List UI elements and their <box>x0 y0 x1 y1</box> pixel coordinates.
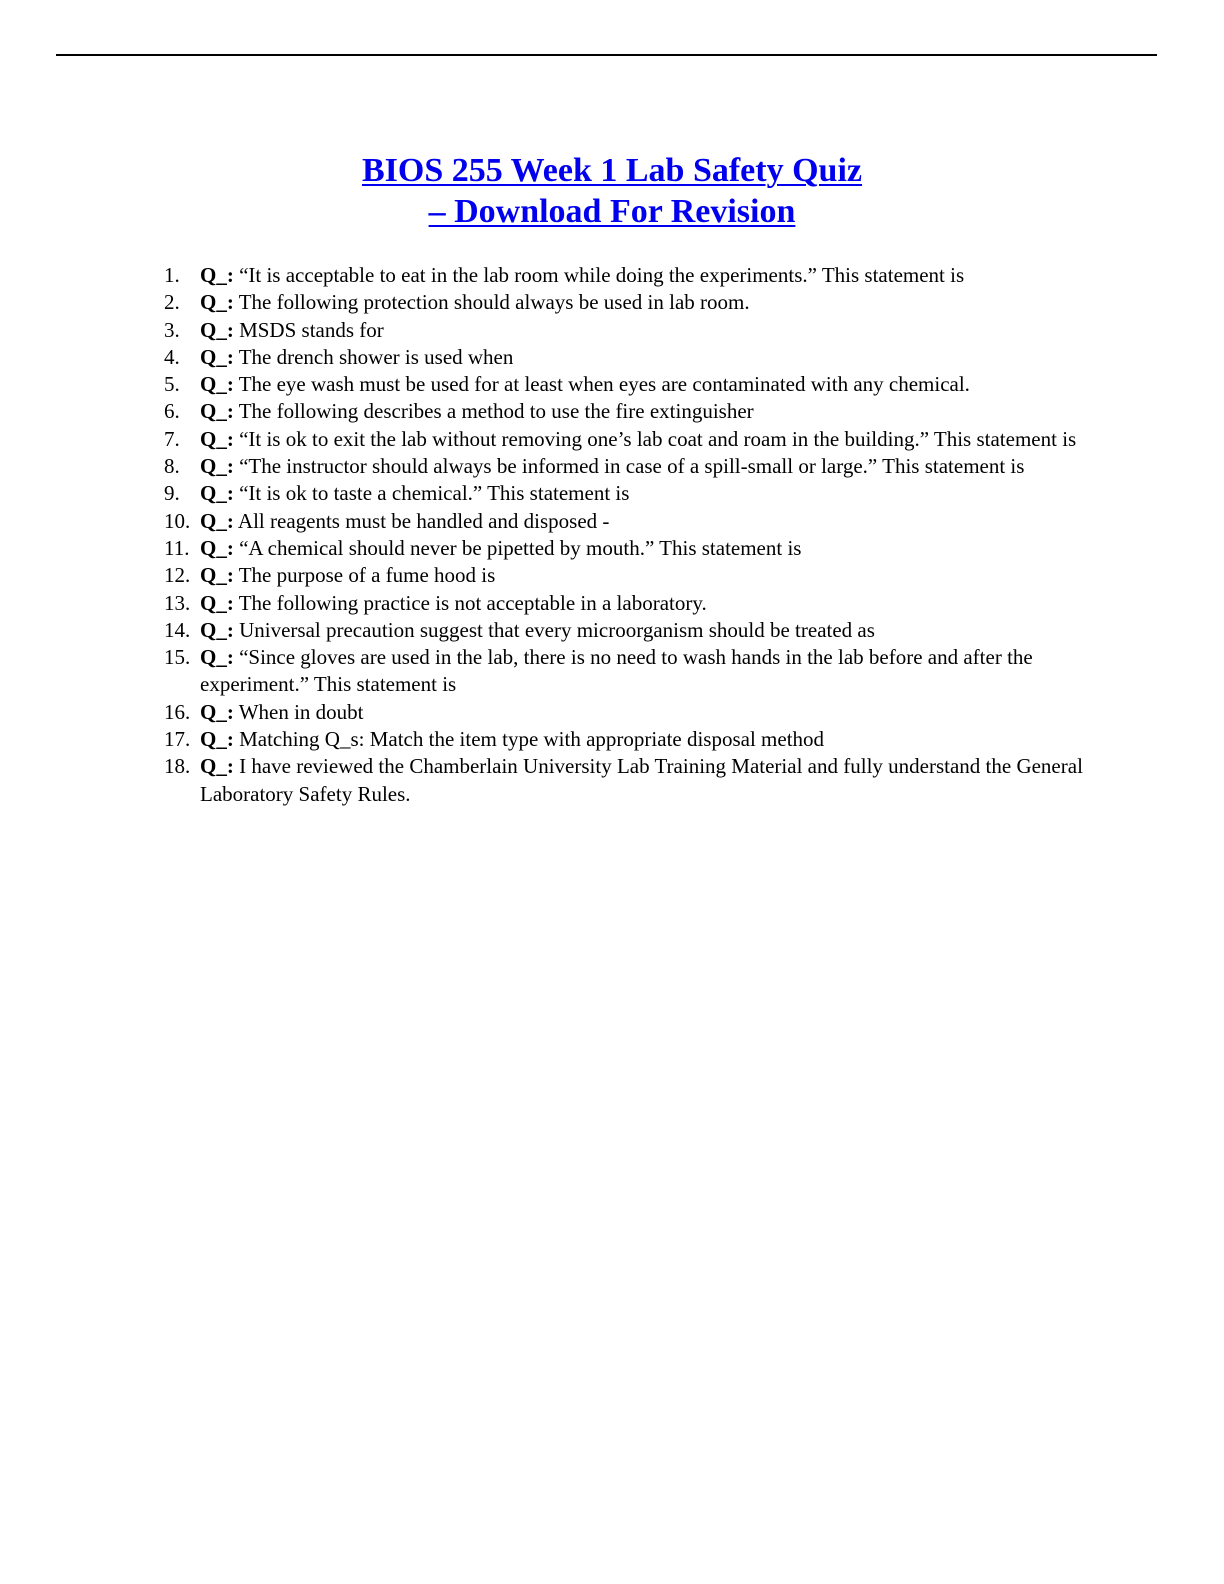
question-number: 10. <box>164 508 191 533</box>
question-text-wrap <box>200 617 1104 644</box>
question-text-wrap <box>200 344 1104 371</box>
question-text: Universal precaution suggest that every microorganism should be treated as <box>239 617 875 642</box>
question-number: 5. <box>164 372 180 397</box>
question-number: 1. <box>164 263 180 287</box>
header-rule <box>56 54 1157 56</box>
question-number: 16. <box>164 699 191 724</box>
question-text: “Since gloves are used in the lab, there is no need to wash hands in the lab before and after the experiment.” This statement is <box>200 645 1033 697</box>
question-text: The eye wash must be used for at least when eyes are contaminated with any chemical. <box>238 372 970 397</box>
question-prefix: Q_: <box>200 372 234 397</box>
question-prefix: Q_: <box>200 617 234 642</box>
question-item <box>164 699 1104 726</box>
question-item <box>164 262 1104 289</box>
question-item <box>164 317 1104 344</box>
question-prefix: Q_: <box>200 535 234 560</box>
question-item <box>164 562 1104 589</box>
question-text-wrap <box>200 726 1104 753</box>
question-text: The following protection should always be used in lab room. <box>238 290 750 315</box>
question-item <box>164 453 1104 480</box>
question-item <box>164 535 1104 562</box>
question-prefix: Q_: <box>200 263 234 287</box>
question-number: 14. <box>164 617 191 642</box>
question-text-wrap <box>200 371 1104 398</box>
question-number: 3. <box>164 317 180 342</box>
question-text: MSDS stands for <box>239 317 384 342</box>
question-number: 6. <box>164 399 180 424</box>
question-prefix: Q_: <box>200 645 234 670</box>
question-prefix: Q_: <box>200 590 234 615</box>
question-text-wrap <box>200 398 1104 425</box>
question-number: 13. <box>164 590 191 615</box>
question-text-wrap <box>200 426 1104 453</box>
question-text: The following describes a method to use the fire extinguisher <box>238 399 754 424</box>
question-prefix: Q_: <box>200 454 234 479</box>
question-text-wrap <box>200 535 1104 562</box>
question-text-wrap <box>200 508 1104 535</box>
question-text-wrap <box>200 480 1104 507</box>
question-item <box>164 590 1104 617</box>
title-line-1: BIOS 255 Week 1 Lab Safety Quiz <box>362 152 862 189</box>
question-item <box>164 753 1104 808</box>
question-number: 8. <box>164 454 180 479</box>
title-link[interactable] <box>0 150 1224 232</box>
question-number: 17. <box>164 727 191 752</box>
question-text-wrap <box>200 317 1104 344</box>
question-number: 18. <box>164 754 191 779</box>
question-prefix: Q_: <box>200 727 234 752</box>
question-text: I have reviewed the Chamberlain University Lab Training Material and fully understand the General Laboratory Safety Rules. <box>200 754 1083 806</box>
question-text: The purpose of a fume hood is <box>238 563 496 588</box>
question-text-wrap <box>200 562 1104 589</box>
question-text: “The instructor should always be informed in case of a spill-small or large.” This statement is <box>239 454 1025 479</box>
question-number: 2. <box>164 290 180 315</box>
question-number: 4. <box>164 344 180 369</box>
question-list <box>164 262 1104 808</box>
question-text-wrap <box>200 590 1104 617</box>
question-item <box>164 289 1104 316</box>
question-number: 15. <box>164 645 191 670</box>
question-text-wrap <box>200 289 1104 316</box>
question-number: 9. <box>164 481 180 506</box>
question-prefix: Q_: <box>200 399 234 424</box>
question-prefix: Q_: <box>200 754 234 779</box>
question-text-wrap <box>200 644 1104 699</box>
question-item <box>164 617 1104 644</box>
question-text-wrap <box>200 453 1104 480</box>
question-prefix: Q_: <box>200 508 234 533</box>
question-text: Matching Q_s: Match the item type with appropriate disposal method <box>239 727 825 752</box>
question-item <box>164 508 1104 535</box>
question-text-wrap <box>200 753 1104 808</box>
question-prefix: Q_: <box>200 699 234 724</box>
question-item <box>164 371 1104 398</box>
question-text: The following practice is not acceptable in a laboratory. <box>238 590 707 615</box>
question-text: All reagents must be handled and disposed - <box>237 508 610 533</box>
question-text: “It is ok to exit the lab without removing one’s lab coat and roam in the building.” This statement is <box>239 426 1077 451</box>
question-text-wrap <box>200 262 1104 289</box>
question-text-wrap <box>200 699 1104 726</box>
question-prefix: Q_: <box>200 563 234 588</box>
question-text: “It is ok to taste a chemical.” This statement is <box>239 481 630 506</box>
question-number: 12. <box>164 563 191 588</box>
question-item <box>164 426 1104 453</box>
question-item <box>164 480 1104 507</box>
question-item <box>164 398 1104 425</box>
question-text: “A chemical should never be pipetted by mouth.” This statement is <box>239 535 802 560</box>
question-prefix: Q_: <box>200 481 234 506</box>
question-number: 11. <box>164 535 190 560</box>
question-prefix: Q_: <box>200 426 234 451</box>
question-item <box>164 344 1104 371</box>
question-number: 7. <box>164 426 180 451</box>
title-line-2: – Download For Revision <box>428 193 796 230</box>
page-title <box>0 150 1224 232</box>
question-text: “It is acceptable to eat in the lab room while doing the experiments.” This statement is <box>239 263 965 287</box>
question-item <box>164 726 1104 753</box>
question-prefix: Q_: <box>200 344 234 369</box>
question-item <box>164 644 1104 699</box>
question-prefix: Q_: <box>200 290 234 315</box>
question-prefix: Q_: <box>200 317 234 342</box>
question-text: When in doubt <box>238 699 364 724</box>
question-text: The drench shower is used when <box>238 344 514 369</box>
